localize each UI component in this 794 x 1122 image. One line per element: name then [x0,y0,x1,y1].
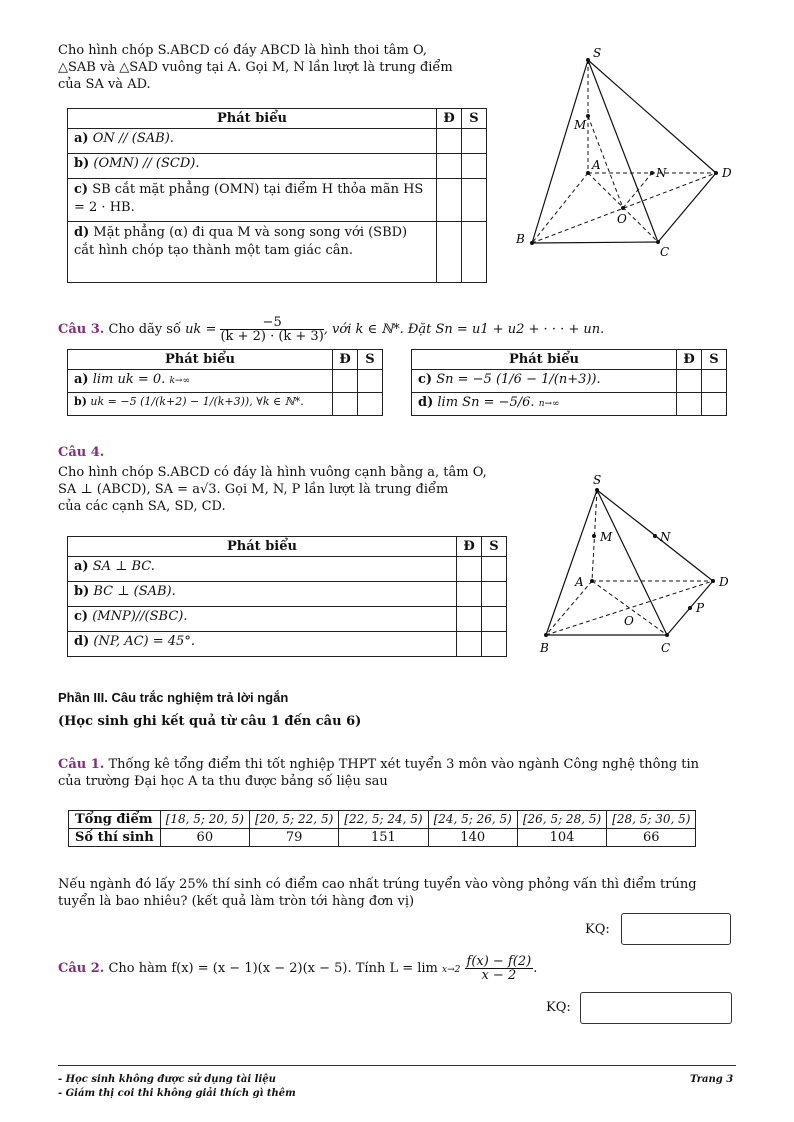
false-cell[interactable] [702,393,727,416]
row-text: (MNP)//(SBC). [92,609,188,624]
label-d: D [719,575,729,589]
true-cell[interactable] [677,370,702,393]
row-text: Mặt phẳng (α) đi qua M và song song với (SBD) cắt hình chóp tạo thành một tam giác cân. [74,225,408,258]
intro-line-2: SA ⊥ (ABCD), SA = a√3. Gọi M, N, P lần lượt là trung điểm [58,482,449,497]
edge-ab [546,581,592,635]
p3q2-text: Cho hàm f(x) = (x − 1)(x − 2)(x − 5). Tính L = lim [108,961,438,976]
p3q1-after-2: tuyển là bao nhiêu? (kết quả làm tròn tới hàng đơn vị) [58,894,415,909]
question-intro [58,42,508,93]
table-header: Phát biểu [68,109,437,129]
col-true: Đ [333,350,358,370]
row-label: d) [418,395,434,410]
row-label: b) [74,156,90,171]
row-label: a) [74,559,89,574]
true-cell[interactable] [437,222,462,283]
q3-title: Câu 3. [58,322,105,337]
pyramid-figure-1 [500,40,750,265]
q4-table [67,536,507,657]
true-cell[interactable] [437,154,462,179]
intro-line-2: △SAB và △SAD vuông tại A. Gọi M, N lần lượt là trung điểm [58,60,453,75]
row-label: c) [418,372,433,387]
count-cell: 79 [249,829,338,847]
q3-numerator: −5 [220,316,323,330]
row-text: (NP, AC) = 45°. [93,634,195,649]
table-row [68,557,507,582]
pyramid-figure-2 [530,470,750,660]
row-text: uk = −5 (1/(k+2) − 1/(k+3)), ∀k ∈ ℕ*. [90,395,304,408]
true-cell[interactable] [333,393,358,416]
p3q2-denominator: x − 2 [481,968,517,983]
intro-line-1: Cho hình chóp S.ABCD có đáy là hình vuông cạnh bằng a, tâm O, [58,465,487,480]
table-row [68,393,383,416]
label-a: A [592,158,601,172]
false-cell[interactable] [462,222,487,283]
label-b: B [540,641,549,655]
true-cell[interactable] [333,370,358,393]
p3q2-statement: Câu 2. Cho hàm f(x) = (x − 1)(x − 2)(x − 5). Tính L = lim x→2 $\frac{f(x) - f(2)}{x - 2}$ . [58,954,538,983]
row-text: BC ⊥ (SAB). [93,584,176,599]
row-text: SB cắt mặt phẳng (OMN) tại điểm H thỏa mãn HS = 2 · HB. [74,182,424,215]
label-s: S [593,473,602,487]
label-m: M [600,530,613,544]
kq-label-1: KQ: [585,922,610,937]
table-row [68,632,507,657]
kq-label-2: KQ: [546,1000,571,1015]
count-cell: 140 [428,829,517,847]
row-text: lim Sn = −5/6. [437,395,535,410]
footer-line-1: - Học sinh không được sử dụng tài liệu [58,1074,276,1085]
label-b: B [516,232,525,246]
false-cell[interactable] [358,370,383,393]
intro-line-1: Cho hình chóp S.ABCD có đáy ABCD là hình thoi tâm O, [58,43,427,58]
count-cell: 104 [517,829,606,847]
col-false: S [482,537,507,557]
label-c: C [661,641,671,655]
edge-sb [546,490,597,635]
label-o: O [617,212,627,226]
true-cell[interactable] [457,607,482,632]
row-sub: k→∞ [169,376,190,386]
answer-box-1[interactable] [621,913,731,945]
false-cell[interactable] [358,393,383,416]
table-row [68,154,487,179]
interval-cell: [22, 5; 24, 5) [339,811,428,829]
table-row [68,582,507,607]
q3-text-a: Cho dãy số [108,322,181,337]
table-row [412,370,727,393]
intro-line-3: của các cạnh SA, SD, CD. [58,499,226,514]
q3-text-b: , với k ∈ ℕ*. Đặt Sn = u1 + u2 + · · · + un. [323,322,605,337]
statement-table [67,108,487,283]
label-n: N [660,530,671,544]
row-label: b) [74,584,90,599]
q3-table-right [411,349,727,416]
edge-sd [588,60,716,173]
interval-cell: [26, 5; 28, 5) [517,811,606,829]
col-true: Đ [677,350,702,370]
false-cell[interactable] [482,607,507,632]
row-label: b) [74,395,87,408]
col-false: S [462,109,487,129]
row-label: a) [74,372,89,387]
col-true: Đ [457,537,482,557]
label-a: A [575,575,584,589]
row-label: d) [74,225,90,240]
part3-title: Phần III. Câu trắc nghiệm trả lời ngắn [58,690,289,705]
table-row [68,129,487,154]
edge-sb [532,60,588,243]
count-cell: 151 [339,829,428,847]
col-false: S [358,350,383,370]
edge-cd [658,173,716,242]
label-s: S [593,46,602,60]
p3q2-numerator: f(x) − f(2) [466,954,532,969]
col-true: Đ [437,109,462,129]
interval-cell: [20, 5; 22, 5) [249,811,338,829]
false-cell[interactable] [482,557,507,582]
p3q1-statement [58,756,748,790]
count-cell: 60 [160,829,249,847]
row-label: d) [74,634,90,649]
label-n: N [656,166,667,180]
true-cell[interactable] [437,129,462,154]
p3q1-line-1: Thống kê tổng điểm thi tốt nghiệp THPT xét tuyển 3 môn vào ngành Công nghệ thông tin [108,757,700,772]
p3q1-after-1: Nếu ngành đó lấy 25% thí sinh có điểm cao nhất trúng tuyển vào vòng phỏng vấn thì điểm trúng [58,877,697,892]
row-label: c) [74,609,89,624]
edge-bc [532,242,658,243]
p3q1-question [58,876,748,910]
q3-denominator: (k + 2) · (k + 3) [220,329,324,344]
page-number: Trang 3 [690,1074,734,1085]
table-row [68,370,383,393]
false-cell[interactable] [462,179,487,222]
label-m: M [574,118,587,132]
false-cell[interactable] [702,370,727,393]
part3-subtitle: (Học sinh ghi kết quả từ câu 1 đến câu 6) [58,714,362,729]
q4-intro [58,464,528,515]
p3q2-lim-sub: x→2 [442,965,461,975]
interval-cell: [24, 5; 26, 5) [428,811,517,829]
q3-uk: uk = [185,322,217,337]
true-cell[interactable] [437,179,462,222]
col-false: S [702,350,727,370]
table-header: Phát biểu [412,350,677,370]
count-cell: 66 [607,829,696,847]
intro-line-3: của SA và AD. [58,77,151,92]
p3q1-line-2: của trường Đại học A ta thu được bảng số liệu sau [58,774,388,789]
label-d: D [722,166,732,180]
row-text: Sn = −5 (1/6 − 1/(n+3)). [436,372,601,387]
true-cell[interactable] [457,582,482,607]
table-row [68,179,487,222]
label-c: C [660,245,670,259]
row-text: (OMN) // (SCD). [93,156,200,171]
row-label: a) [74,131,89,146]
q4-title: Câu 4. [58,445,105,460]
table-row [68,607,507,632]
interval-cell: [18, 5; 20, 5) [160,811,249,829]
row-text: SA ⊥ BC. [92,559,155,574]
p3q2-title: Câu 2. [58,961,105,976]
score-table [68,810,696,847]
true-cell[interactable] [457,557,482,582]
footer-divider [58,1065,736,1066]
false-cell[interactable] [462,129,487,154]
answer-box-2[interactable] [580,992,732,1024]
footer-line-2: - Giám thị coi thi không giải thích gì thêm [58,1088,296,1099]
true-cell[interactable] [677,393,702,416]
row-text: ON // (SAB). [92,131,174,146]
table-header: Phát biểu [68,537,457,557]
row-label: c) [74,182,89,197]
true-cell[interactable] [457,632,482,657]
row-sub: n→∞ [538,399,560,409]
row-text: lim uk = 0. [92,372,166,387]
false-cell[interactable] [482,582,507,607]
label-p: P [696,601,705,615]
q3-statement [58,316,758,343]
false-cell[interactable] [482,632,507,657]
interval-cell: [28, 5; 30, 5) [607,811,696,829]
p3q1-title: Câu 1. [58,757,105,772]
row-head-score: Tổng điểm [69,811,161,829]
table-row [412,393,727,416]
q3-table-left [67,349,383,416]
row-head-count: Số thí sinh [69,829,161,847]
false-cell[interactable] [462,154,487,179]
table-row [68,222,487,283]
label-o: O [624,614,634,628]
table-header: Phát biểu [68,350,333,370]
